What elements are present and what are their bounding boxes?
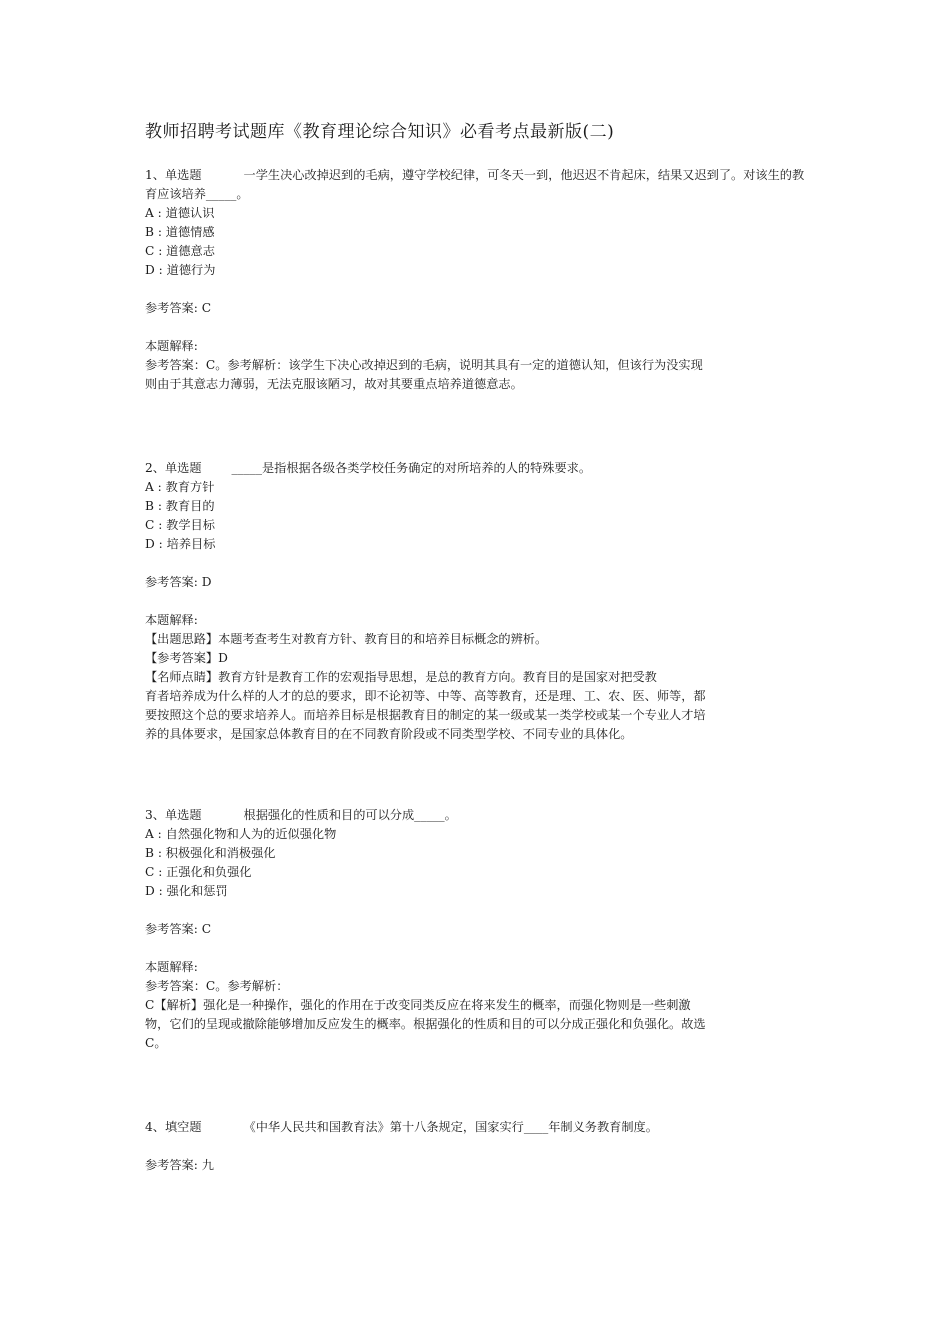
question-2-option-a: A : 教育方针 — [145, 480, 215, 494]
question-4 — [145, 1118, 810, 1175]
question-1-explanation-line: 参考答案：C。参考解析：该学生下决心改掉迟到的毛病，说明其具有一定的道德认知，但该行为没实现 — [145, 358, 703, 372]
question-4-answer: 参考答案: 九 — [145, 1158, 214, 1172]
question-2-option-d: D : 培养目标 — [145, 537, 216, 551]
question-2-stem: _____是指根据各级各类学校任务确定的对所培养的人的特殊要求。 — [231, 461, 592, 475]
question-3-header: 3、单选题 — [145, 808, 202, 822]
question-3-option-b: B : 积极强化和消极强化 — [145, 846, 276, 860]
question-1 — [145, 166, 810, 394]
question-2-answer: 参考答案: D — [145, 575, 212, 589]
question-3-option-d: D : 强化和惩罚 — [145, 884, 228, 898]
question-2-explanation-line: 养的具体要求，是国家总体教育目的在不同教育阶段或不同类型学校、不同专业的具体化。 — [145, 727, 633, 741]
question-3-explanation-line: 参考答案：C。参考解析： — [145, 979, 289, 993]
question-1-explanation-line: 则由于其意志力薄弱，无法克服该陋习，故对其要重点培养道德意志。 — [145, 377, 523, 391]
question-3-explanation-line: C。 — [145, 1036, 167, 1050]
question-3-answer: 参考答案: C — [145, 922, 212, 936]
question-1-option-d: D : 道德行为 — [145, 263, 216, 277]
question-1-option-b: B : 道德情感 — [145, 225, 215, 239]
question-3-option-c: C : 正强化和负强化 — [145, 865, 252, 879]
question-1-stem: 一学生决心改掉迟到的毛病，遵守学校纪律，可冬天一到，他迟迟不肯起床，结果又迟到了。对该生的教育应该培养_____。 — [145, 168, 805, 201]
question-2-option-b: B : 教育目的 — [145, 499, 215, 513]
question-2-explanation-line: 【出题思路】本题考查考生对教育方针、教育目的和培养目标概念的辨析。 — [145, 632, 548, 646]
question-4-header: 4、填空题 — [145, 1120, 202, 1134]
document-title: 教师招聘考试题库《教育理论综合知识》必看考点最新版(二) — [145, 122, 615, 142]
question-3 — [145, 806, 810, 1053]
question-2-option-c: C : 教学目标 — [145, 518, 215, 532]
question-2-explanation-line: 育者培养成为什么样的人才的总的要求，即不论初等、中等、高等教育，还是理、工、农、医、师等，都 — [145, 689, 706, 703]
question-2-stem-line — [145, 459, 810, 478]
question-2-explanation-label: 本题解释: — [145, 613, 198, 627]
question-1-explanation-label: 本题解释: — [145, 339, 198, 353]
question-3-explanation-line: 物，它们的呈现或撤除能够增加反应发生的概率。根据强化的性质和目的可以分成正强化和负强化。故选 — [145, 1017, 706, 1031]
question-3-stem-line — [145, 806, 810, 825]
question-2-explanation-line: 【名师点睛】教育方针是教育工作的宏观指导思想，是总的教育方向。教育目的是国家对把受教 — [145, 670, 657, 684]
question-1-option-a: A : 道德认识 — [145, 206, 215, 220]
question-4-stem: 《中华人民共和国教育法》第十八条规定，国家实行____年制义务教育制度。 — [243, 1120, 658, 1134]
question-1-header: 1、单选题 — [145, 168, 202, 182]
question-3-stem: 根据强化的性质和目的可以分成_____。 — [243, 808, 457, 822]
question-3-explanation-line: C【解析】强化是一种操作，强化的作用在于改变同类反应在将来发生的概率，而强化物则是一些刺激 — [145, 998, 691, 1012]
question-1-stem-line — [145, 166, 810, 204]
question-3-option-a: A : 自然强化物和人为的近似强化物 — [145, 827, 337, 841]
question-2-header: 2、单选题 — [145, 461, 202, 475]
question-3-explanation-label: 本题解释: — [145, 960, 198, 974]
question-2-explanation-line: 【参考答案】D — [145, 651, 228, 665]
question-1-answer: 参考答案: C — [145, 301, 212, 315]
question-4-stem-line — [145, 1118, 810, 1137]
question-1-option-c: C : 道德意志 — [145, 244, 215, 258]
question-2 — [145, 459, 810, 744]
question-2-explanation-line: 要按照这个总的要求培养人。而培养目标是根据教育目的制定的某一级或某一类学校或某一个专业人才培 — [145, 708, 706, 722]
